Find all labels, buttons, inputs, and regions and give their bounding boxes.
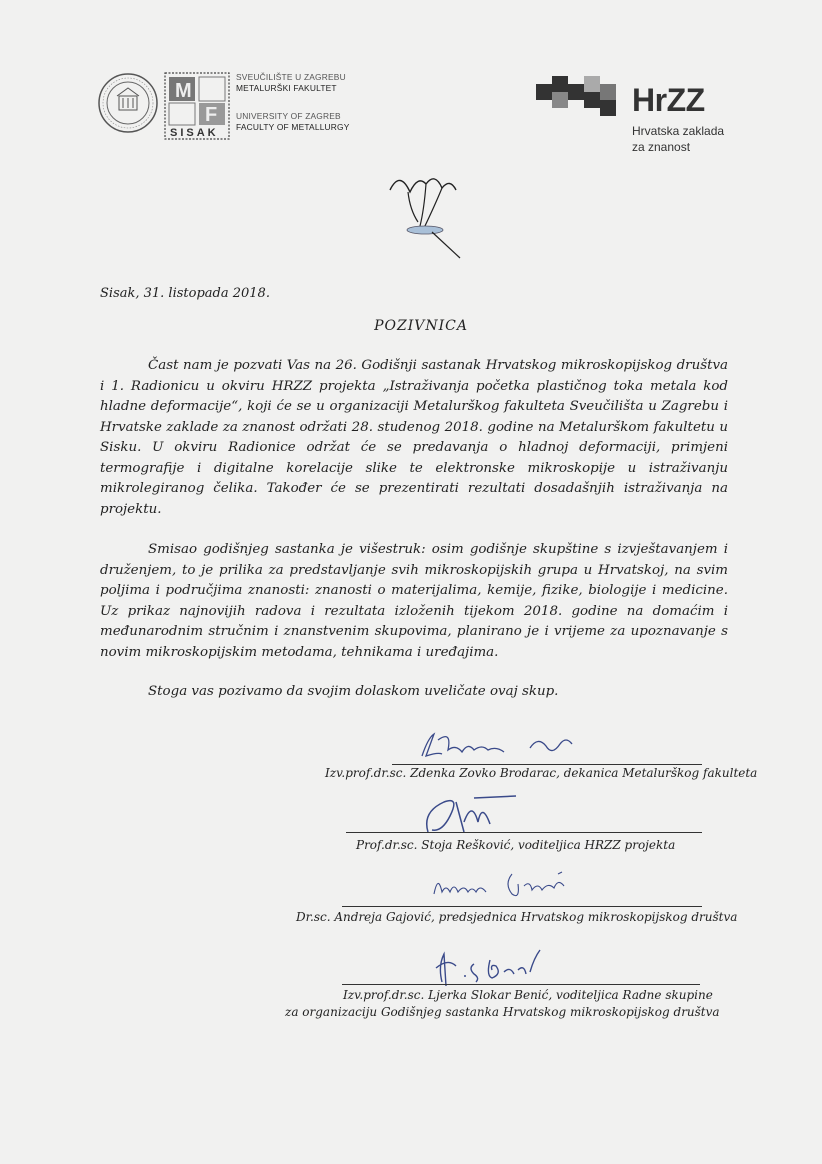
mf-sisak-logo (164, 72, 230, 140)
university-seal-icon (97, 72, 159, 134)
letter-date: Sisak, 31. listopada 2018. (100, 286, 270, 301)
letter-paragraph-3: Stoga vas pozivamo da svojim dolaskom uveličate ovaj skup. (148, 684, 559, 699)
mf-city: SISAK (170, 127, 219, 139)
signature-line-1 (392, 764, 702, 765)
faculty-line-1: SVEUČILIŠTE U ZAGREBU (236, 72, 346, 82)
hrzz-logo-icon (536, 74, 628, 122)
signature-1 (408, 726, 578, 766)
faculty-line-2: METALURŠKI FAKULTET (236, 82, 337, 93)
signatory-2: Prof.dr.sc. Stoja Rešković, voditeljica HRZZ projekta (356, 838, 676, 852)
signature-3 (428, 864, 588, 904)
signatory-3: Dr.sc. Andreja Gajović, predsjednica Hrvatskog mikroskopijskog društva (296, 910, 738, 924)
signature-line-4 (342, 984, 700, 985)
letter-paragraph-1: Čast nam je pozvati Vas na 26. Godišnji sastanak Hrvatskog mikroskopijskog društva i 1. Radionicu u okviru HRZZ projekta „Istraživanja početka plastičnog toka metala kod hladne deformacije“, koji će se u organizaciji Metalurškog fakulteta Sveučilišta u Zagrebu i Hrvatske zaklade za znanost održati 28. studenog 2018. godine na Metalurškom fakultetu u Sisku. U okviru Radionice održat će se predavanja o hladnoj deformaciji, primjeni termografije i digitalne korelacije slike te elektronske mikroskopije u istraživanju mikrolegiranog čelika. Također će se prezentirati rezultati dosadašnjih istraživanja na projektu. (100, 358, 728, 517)
signatory-1: Izv.prof.dr.sc. Zdenka Zovko Brodarac, dekanica Metalurškog fakulteta (325, 766, 758, 780)
mf-letter-f: F (205, 104, 218, 126)
hrzz-subtitle-line-2: za znanost (632, 140, 691, 154)
signatory-4-line-1: Izv.prof.dr.sc. Ljerka Slokar Benić, voditeljica Radne skupine (343, 988, 713, 1002)
mf-letter-m: M (175, 80, 192, 102)
signature-line-2 (346, 832, 702, 833)
hrzz-subtitle-line-1: Hrvatska zaklada (632, 124, 725, 138)
faculty-line-3: UNIVERSITY OF ZAGREB (236, 111, 341, 121)
signature-4 (430, 946, 550, 988)
society-emblem-icon (380, 170, 470, 262)
hrzz-subtitle (632, 123, 724, 155)
hrzz-wordmark: HrZZ (632, 82, 705, 118)
faculty-name-block (236, 72, 350, 132)
signature-line-3 (342, 906, 702, 907)
letter-title: POZIVNICA (374, 318, 468, 334)
faculty-line-4: FACULTY OF METALLURGY (236, 121, 350, 132)
signatory-4-line-2: za organizaciju Godišnjeg sastanka Hrvatskog mikroskopijskog društva (285, 1005, 720, 1019)
letter-paragraph-2: Smisao godišnjeg sastanka je višestruk: osim godišnje skupštine s izvještavanjem i druženjem, to je prilika za predstavljanje svih mikroskopijskih grupa u Hrvatskoj, na svim poljima i područjima znanosti: znanosti o materijalima, kemije, fizike, biologije i medicine. Uz prikaz najnovijih radova i rezultata izloženih tijekom 2018. godine na domaćim i međunarodnim stručnim i znanstvenim skupovima, planirano je i vrijeme za upoznavanje s novim mikroskopijskim metodama, tehnikama i uređajima. (100, 542, 728, 660)
